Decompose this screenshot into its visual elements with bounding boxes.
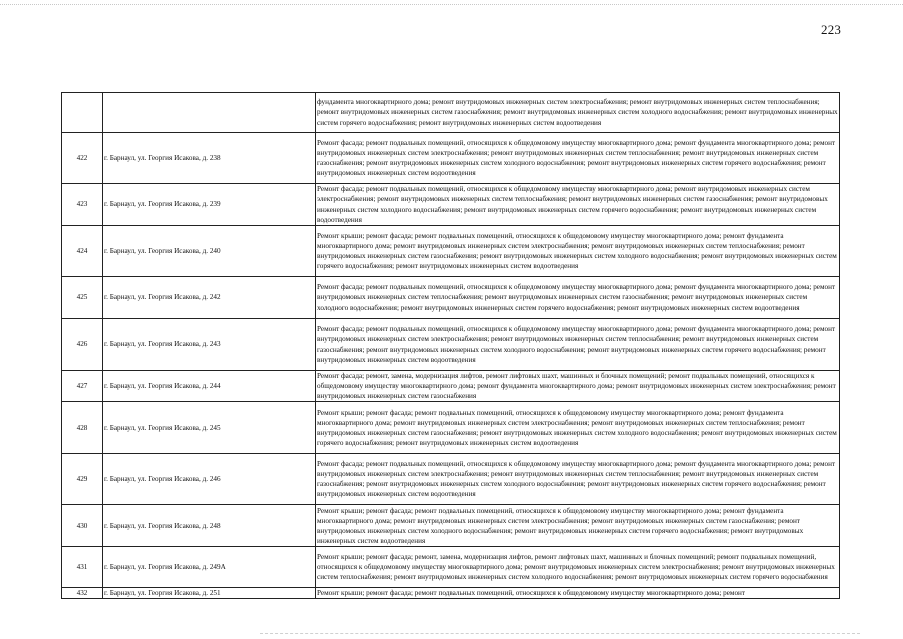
row-number-cell: 424 — [62, 226, 103, 277]
table-row — [62, 319, 840, 371]
address-cell — [103, 93, 316, 133]
table-row — [62, 505, 840, 547]
scan-edge-bottom — [260, 633, 860, 634]
address-cell: г. Барнаул, ул. Георгия Исакова, д. 248 — [103, 505, 316, 547]
row-number-cell: 428 — [62, 402, 103, 454]
houses-table — [61, 92, 840, 599]
works-cell: фундамента многоквартирного дома; ремонт внутридомовых инженерных систем электроснабжения; ремонт внутридомовых инженерных систем теплоснабжения; ремонт внутридомовых инженерных систем газоснабжения; ремонт внутридомовых инженерных систем холодного водоснабжения; ремонт внутридомовых инженерных систем горячего водоснабжения; ремонт внутридомовых инженерных систем водоотведения — [316, 93, 840, 133]
table-row — [62, 133, 840, 184]
row-number-cell: 425 — [62, 277, 103, 319]
table-row — [62, 277, 840, 319]
row-number-cell: 427 — [62, 371, 103, 402]
table-row — [62, 371, 840, 402]
table-row — [62, 454, 840, 505]
works-cell: Ремонт крыши; ремонт фасада; ремонт подвальных помещений, относящихся к общедомовому имуществу многоквартирного дома; ремонт фундамента многоквартирного дома; ремонт внутридомовых инженерных систем электроснабжения; ремонт внутридомовых инженерных систем газоснабжения; ремонт внутридомовых инженерных систем холодного водоснабжения; ремонт внутридомовых инженерных систем горячего водоснабжения; ремонт внутридомовых инженерных систем водоотведения — [316, 505, 840, 547]
row-number-cell: 432 — [62, 588, 103, 599]
row-number-cell: 426 — [62, 319, 103, 371]
table-row — [62, 184, 840, 226]
scan-edge-top — [0, 4, 903, 5]
row-number-cell: 430 — [62, 505, 103, 547]
row-number-cell: 431 — [62, 547, 103, 588]
works-cell: Ремонт фасада; ремонт подвальных помещений, относящихся к общедомовому имуществу многоквартирного дома; ремонт фундамента многоквартирного дома; ремонт внутридомовых инженерных систем электроснабжения; ремонт внутридомовых инженерных систем теплоснабжения; ремонт внутридомовых инженерных систем газоснабжения; ремонт внутридомовых инженерных систем холодного водоснабжения; ремонт внутридомовых инженерных систем горячего водоснабжения; ремонт внутридомовых инженерных систем водоотведения — [316, 133, 840, 184]
page-number: 223 — [821, 22, 842, 37]
table-row — [62, 402, 840, 454]
table-row — [62, 588, 840, 599]
address-cell: г. Барнаул, ул. Георгия Исакова, д. 240 — [103, 226, 316, 277]
works-cell: Ремонт крыши; ремонт фасада; ремонт подвальных помещений, относящихся к общедомовому имуществу многоквартирного дома; ремонт фундамента многоквартирного дома; ремонт внутридомовых инженерных систем электроснабжения; ремонт внутридомовых инженерных систем теплоснабжения; ремонт внутридомовых инженерных систем газоснабжения; ремонт внутридомовых инженерных систем холодного водоснабжения; ремонт внутридомовых инженерных систем горячего водоснабжения; ремонт внутридомовых инженерных систем водоотведения — [316, 226, 840, 277]
address-cell: г. Барнаул, ул. Георгия Исакова, д. 238 — [103, 133, 316, 184]
address-cell: г. Барнаул, ул. Георгия Исакова, д. 242 — [103, 277, 316, 319]
row-number-cell: 423 — [62, 184, 103, 226]
works-cell: Ремонт крыши; ремонт фасада; ремонт, замена, модернизация лифтов, ремонт лифтовых шахт, машинных и блочных помещений; ремонт подвальных помещений, относящихся к общедомовому имуществу многоквартирного дома; ремонт внутридомовых инженерных систем электроснабжения; ремонт внутридомовых инженерных систем теплоснабжения; ремонт внутридомовых инженерных систем холодного водоснабжения; ремонт внутридомовых инженерных систем горячего водоснабжения — [316, 547, 840, 588]
table-row — [62, 547, 840, 588]
works-cell: Ремонт фасада; ремонт подвальных помещений, относящихся к общедомовому имуществу многоквартирного дома; ремонт фундамента многоквартирного дома; ремонт внутридомовых инженерных систем электроснабжения; ремонт внутридомовых инженерных систем теплоснабжения; ремонт внутридомовых инженерных систем газоснабжения; ремонт внутридомовых инженерных систем холодного водоснабжения; ремонт внутридомовых инженерных систем горячего водоснабжения; ремонт внутридомовых инженерных систем водоотведения — [316, 454, 840, 505]
table-row — [62, 93, 840, 133]
address-cell: г. Барнаул, ул. Георгия Исакова, д. 245 — [103, 402, 316, 454]
works-cell: Ремонт фасада; ремонт подвальных помещений, относящихся к общедомовому имуществу многоквартирного дома; ремонт фундамента многоквартирного дома; ремонт внутридомовых инженерных систем теплоснабжения; ремонт внутридомовых инженерных систем газоснабжения; ремонт внутридомовых инженерных систем холодного водоснабжения; ремонт внутридомовых инженерных систем горячего водоснабжения; ремонт внутридомовых инженерных систем водоотведения — [316, 277, 840, 319]
address-cell: г. Барнаул, ул. Георгия Исакова, д. 239 — [103, 184, 316, 226]
address-cell: г. Барнаул, ул. Георгия Исакова, д. 244 — [103, 371, 316, 402]
row-number-cell — [62, 93, 103, 133]
row-number-cell: 429 — [62, 454, 103, 505]
works-cell: Ремонт крыши; ремонт фасада; ремонт подвальных помещений, относящихся к общедомовому имуществу многоквартирного дома; ремонт — [316, 588, 840, 599]
row-number-cell: 422 — [62, 133, 103, 184]
address-cell: г. Барнаул, ул. Георгия Исакова, д. 251 — [103, 588, 316, 599]
address-cell: г. Барнаул, ул. Георгия Исакова, д. 243 — [103, 319, 316, 371]
works-cell: Ремонт фасада; ремонт, замена, модернизация лифтов, ремонт лифтовых шахт, машинных и блочных помещений; ремонт подвальных помещений, относящихся к общедомовому имуществу многоквартирного дома; ремонт фундамента многоквартирного дома; ремонт внутридомовых инженерных систем электроснабжения; ремонт внутридомовых инженерных систем газоснабжения — [316, 371, 840, 402]
address-cell: г. Барнаул, ул. Георгия Исакова, д. 249А — [103, 547, 316, 588]
address-cell: г. Барнаул, ул. Георгия Исакова, д. 246 — [103, 454, 316, 505]
works-cell: Ремонт крыши; ремонт фасада; ремонт подвальных помещений, относящихся к общедомовому имуществу многоквартирного дома; ремонт фундамента многоквартирного дома; ремонт внутридомовых инженерных систем электроснабжения; ремонт внутридомовых инженерных систем теплоснабжения; ремонт внутридомовых инженерных систем газоснабжения; ремонт внутридомовых инженерных систем холодного водоснабжения; ремонт внутридомовых инженерных систем горячего водоснабжения; ремонт внутридомовых инженерных систем водоотведения — [316, 402, 840, 454]
works-cell: Ремонт фасада; ремонт подвальных помещений, относящихся к общедомовому имуществу многоквартирного дома; ремонт фундамента многоквартирного дома; ремонт внутридомовых инженерных систем электроснабжения; ремонт внутридомовых инженерных систем теплоснабжения; ремонт внутридомовых инженерных систем газоснабжения; ремонт внутридомовых инженерных систем холодного водоснабжения; ремонт внутридомовых инженерных систем горячего водоснабжения; ремонт внутридомовых инженерных систем водоотведения — [316, 319, 840, 371]
works-cell: Ремонт фасада; ремонт подвальных помещений, относящихся к общедомовому имуществу многоквартирного дома; ремонт внутридомовых инженерных систем электроснабжения; ремонт внутридомовых инженерных систем теплоснабжения; ремонт внутридомовых инженерных систем газоснабжения; ремонт внутридомовых инженерных систем холодного водоснабжения; ремонт внутридомовых инженерных систем горячего водоснабжения; ремонт внутридомовых инженерных систем водоотведения — [316, 184, 840, 226]
table-row — [62, 226, 840, 277]
